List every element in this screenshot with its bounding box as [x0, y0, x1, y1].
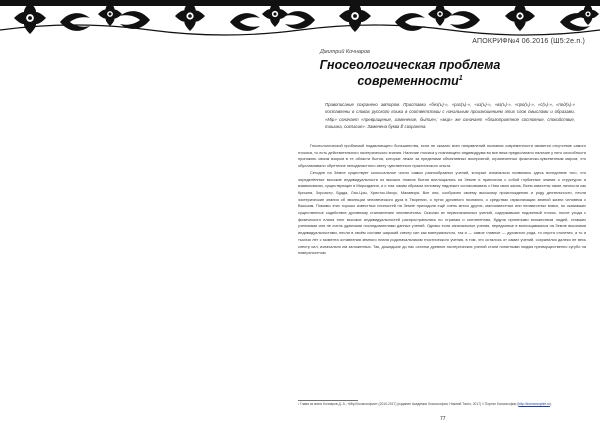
footnote	[298, 402, 586, 408]
footnote-link[interactable]: http://kosmosophie.ru	[518, 402, 550, 406]
page-number: 77	[440, 416, 446, 422]
floral-ornament-icon	[0, 0, 600, 38]
title-line-2: современности	[357, 74, 459, 89]
article-body	[298, 143, 586, 257]
epigraph: Правописание сохранено автором. Приставки «без(ъ)-», «раз(ъ)-», «из(ъ)-», «вз(ъ)-», «про(ъ)-», «с(ъ)-», «под(ъ)-» поставлены в словах русского языка в соответствии с начальным произношением этих слов смыслами и образами. «Мiр» означает «превращение, изменение, бытие»; «мир» же означает «благоприятное состояние, спокойствие, тишина, согласие». Заменена буква Ё сохранена.	[325, 102, 575, 130]
footnote-divider	[298, 400, 358, 401]
running-head: АПОКРИФ№4 06.2016 (Ш5:2е.п.)	[472, 38, 585, 45]
footnote-marker: 1	[458, 75, 463, 82]
title-line-1: Гносеологическая проблема	[319, 58, 501, 72]
ornament-band	[0, 0, 600, 38]
article-author: Дмитрий Кочнаров	[320, 49, 370, 55]
article-title	[300, 58, 520, 88]
body-paragraph: Сегодня на Земле существует колоссальное число самых разнообразных учений, которые изначально появились здесь вследствие того, что определённые высокие индивидуальности из высших планов бытия воплощались на Земле и приносили с собой глубинные знания о структурах и взаимосвязях, существующих в Мироздании, и о том, каким образом человеку надлежит согласовывать с Ним свою жизнь. Всем известны такие личности как Кришна, Зороастр, Будда, Лао-Цзы, Христос-Иисус, Махавира. Все они, сообразно своему высокому происхождению и роду деятельности, несли эзотерические знания об эволюции человеческого духа в Творении, о путях духовного познания, о средствах гармонизации земной жизни человека с Высшим. Помимо этих хорошо известных личностей на Земле приходили ещё очень много других, малоизвестных или неизвестных вовсе, но оказавших существенное содействие духовному становлению человечества. Осколки их первоначальных учений, содержавших подлинный гносис, после ухода с физического плана этих высоких индивидуальностей распространялись по странам и континентам, будучи принятыми множеством людей, ставших учениками или не очень удачными последователями данных учений. Однако если изначальные учения, переданные в воплощавшихся на Земле высокими индивидуальностями, несли в своём составе широкий спектр сил как материального, так и — самое главное — духовного рода, то спустя столетия, а то и тысячи лет с момента оставления земного плана родоначальником гностического учения, в том, что осталось от самих учений, сохранился далеко не весь спектр сил, изначально им заложенных. Так, дошедшие до нас остатки древних эзотерических учений стали понятными людям преимущественно сугубо на поверхностном	[298, 169, 586, 256]
body-paragraph: Гносеологической проблемой подавляющего большинства, если не сказать всех направлений познания современности является отсутствие самого гносиса, то есть действительного эзотерического знания. Наличие гносиса у познающего индивидуума во все века предполагало наличие у него способности проникать своим взором в те области бытия, которые лежат за пределами объективных восприятий, ограниченных физически-чувственным миром, что обуславливало обретение неподвластного свету чувственного практического опыта.	[298, 143, 586, 169]
footnote-text-end: ).	[549, 402, 552, 406]
footnote-text: ¹ Глава из книги Кочнаров Д. А., «Мiрi Космософии» (2010-2017) (издание Академии Космософии, Нижний Тагил, 2017) // Портал Космософии (	[298, 402, 519, 406]
